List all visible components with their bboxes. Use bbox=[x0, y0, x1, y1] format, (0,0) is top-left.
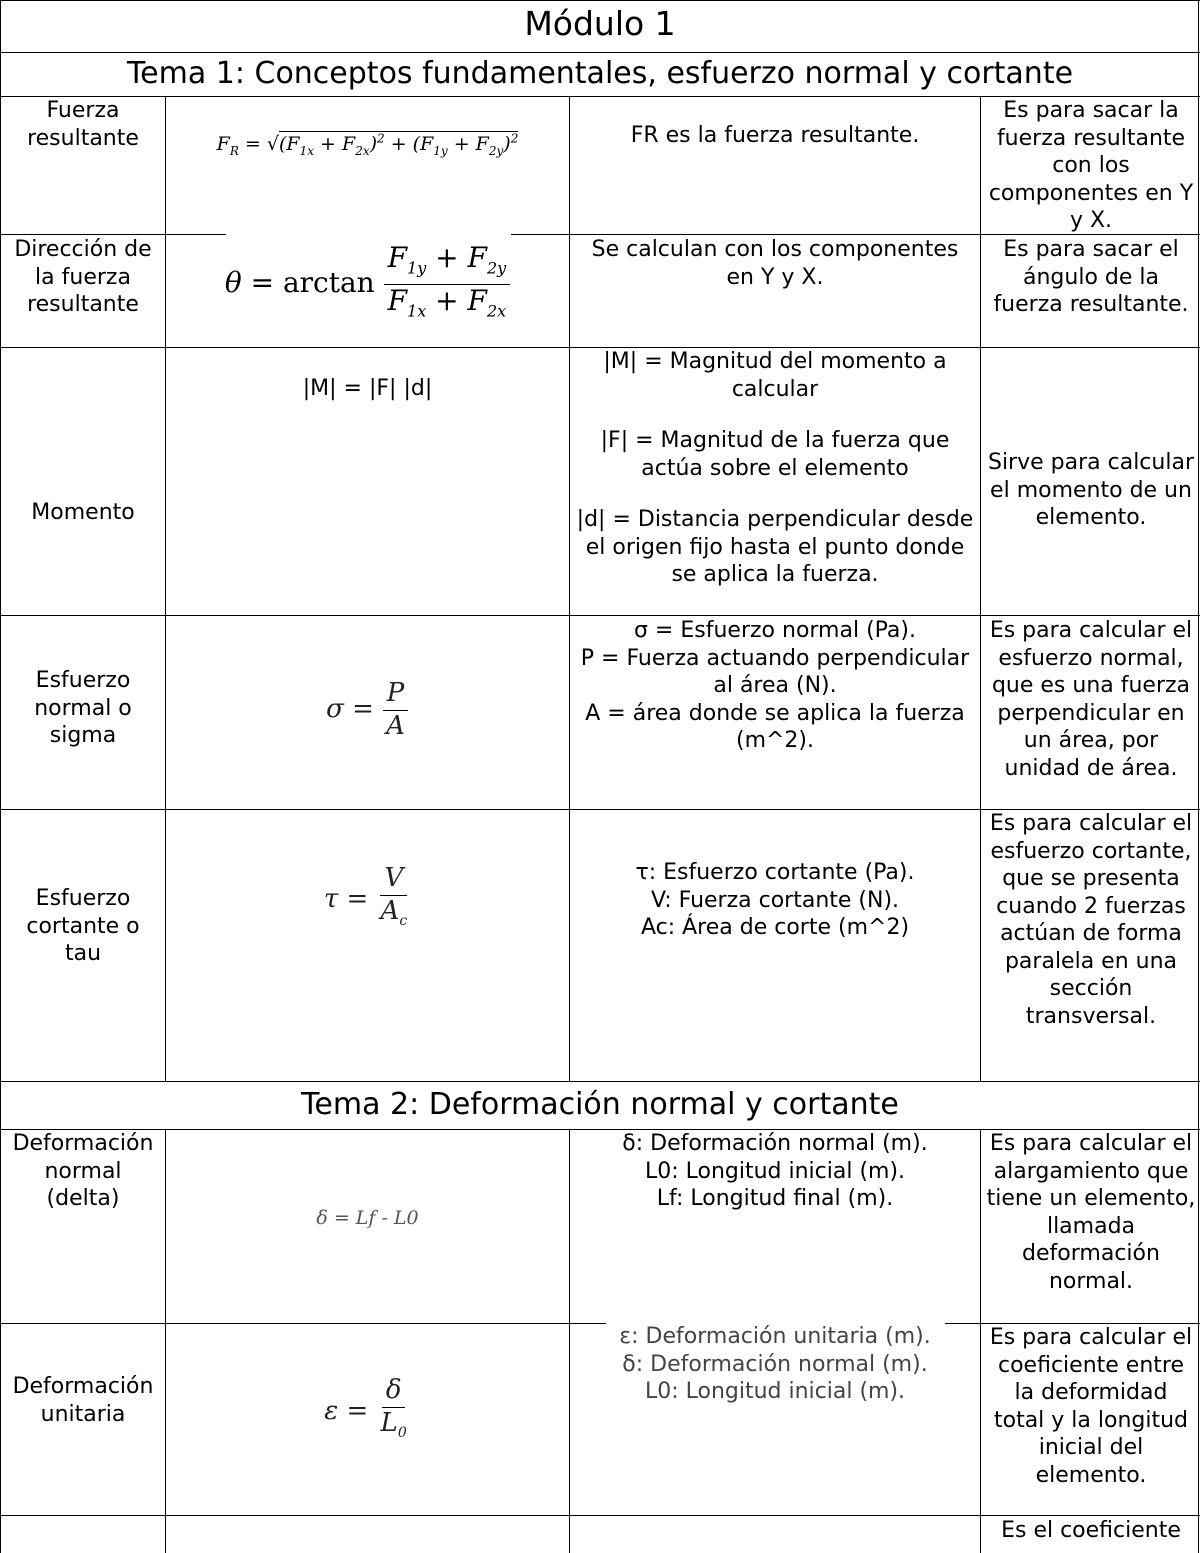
concept-cell: Deformación unitaria bbox=[12, 1374, 154, 1427]
variable-definition: Lf: Longitud final (m). bbox=[656, 1186, 894, 1211]
formula-cell bbox=[166, 375, 569, 403]
formula-cell bbox=[166, 865, 569, 935]
rule bbox=[0, 615, 1200, 616]
rule bbox=[0, 0, 1200, 1]
variables-cell: Se calculan con los componentes en Y y X. bbox=[591, 237, 959, 290]
concept-cell: Esfuerzo cortante o tau bbox=[26, 886, 140, 966]
variable-definition: δ: Deformación normal (m). bbox=[622, 1131, 928, 1156]
use-cell: Es para calcular el coeficiente entre la deformidad total y la longitud inicial del elemento. bbox=[989, 1325, 1193, 1488]
page-title: Módulo 1 bbox=[524, 4, 676, 43]
shear-stress-formula: τ = $\frac{V}{A_c}$ bbox=[323, 863, 408, 929]
use-cell: Es el coeficiente bbox=[1001, 1518, 1181, 1543]
variable-definition: ε: Deformación unitaria (m). bbox=[619, 1324, 931, 1349]
normal-stress-formula: σ = $\frac{P}{A}$ bbox=[326, 694, 409, 724]
variables-cell bbox=[571, 1130, 979, 1213]
rule bbox=[980, 1129, 981, 1553]
formula-cell bbox=[166, 1377, 569, 1447]
use-cell: Es para calcular el alargamiento que tiene un elemento, llamada deformación normal. bbox=[986, 1131, 1196, 1294]
variable-definition: Ac: Área de corte (m^2) bbox=[640, 915, 910, 940]
rule bbox=[0, 0, 1, 1553]
variables-cell bbox=[571, 1323, 979, 1406]
use-cell: Sirve para calcular el momento de un elemento. bbox=[987, 450, 1194, 530]
direction-formula: θ = arctan $\frac{F_{1y} + F_{2y}}{F_{1x} + F_{2x}}$ bbox=[225, 266, 510, 299]
formula-cell bbox=[166, 680, 569, 740]
variable-definition: |M| = Magnitud del momento a calcular bbox=[603, 349, 947, 402]
formula-cell bbox=[166, 126, 569, 166]
rule bbox=[0, 1323, 606, 1324]
concept-cell: Momento bbox=[31, 500, 135, 525]
variables-cell: FR es la fuerza resultante. bbox=[630, 123, 920, 148]
use-cell: Es para calcular el esfuerzo normal, que es una fuerza perpendicular en un área, por unidad de área. bbox=[989, 618, 1193, 781]
normal-strain-formula: δ = Lf - L0 bbox=[316, 1207, 419, 1229]
rule bbox=[569, 1129, 570, 1553]
concept-cell: Fuerza resultante bbox=[27, 98, 139, 151]
variable-definition: P = Fuerza actuando perpendicular al área (N). bbox=[580, 645, 970, 698]
variables-cell bbox=[571, 348, 979, 589]
formula-cell bbox=[166, 241, 569, 325]
variable-definition: V: Fuerza cortante (N). bbox=[650, 887, 900, 913]
moment-formula: |M| = |F| |d| bbox=[302, 376, 433, 401]
rule bbox=[165, 1129, 166, 1553]
variable-definition: A = área donde se aplica la fuerza (m^2). bbox=[585, 700, 965, 753]
concept-cell: Deformación normal (delta) bbox=[12, 1131, 154, 1211]
rule bbox=[0, 234, 226, 235]
rule bbox=[0, 1515, 1200, 1516]
use-cell: Es para sacar la fuerza resultante con los componentes en Y y X. bbox=[988, 98, 1194, 233]
formula-cell bbox=[166, 1204, 569, 1233]
variable-definition: τ: Esfuerzo cortante (Pa). bbox=[635, 860, 915, 885]
use-cell: Es para calcular el esfuerzo cortante, que se presenta cuando 2 fuerzas actúan de forma paralela en una sección transversal. bbox=[989, 811, 1193, 1029]
variables-cell bbox=[571, 859, 979, 942]
rule bbox=[980, 96, 981, 1081]
use-cell: Es para sacar el ángulo de la fuerza resultante. bbox=[993, 237, 1189, 317]
unit-strain-formula: ε = $\frac{\delta}{L_0}$ bbox=[324, 1375, 407, 1441]
section-heading-tema-1: Tema 1: Conceptos fundamentales, esfuerzo normal y cortante bbox=[126, 56, 1074, 91]
resultant-force-formula: $F_R = √(F_{1x} + F_{2x})^2 + (F_{1y} + F_{2y})^2$ bbox=[216, 132, 519, 159]
variable-definition: σ = Esfuerzo normal (Pa). bbox=[634, 618, 916, 643]
variables-cell bbox=[571, 617, 979, 755]
section-heading-tema-2: Tema 2: Deformación normal y cortante bbox=[301, 1087, 899, 1122]
variable-definition: |F| = Magnitud de la fuerza que actúa sobre el elemento bbox=[600, 428, 950, 481]
variable-definition: δ: Deformación normal (m). bbox=[622, 1351, 928, 1377]
concept-cell: Esfuerzo normal o sigma bbox=[34, 668, 132, 748]
rule bbox=[569, 96, 570, 1081]
variable-definition: L0: Longitud inicial (m). bbox=[644, 1379, 906, 1404]
variable-definition: L0: Longitud inicial (m). bbox=[644, 1158, 906, 1184]
concept-cell: Dirección de la fuerza resultante bbox=[14, 237, 152, 317]
variable-definition: |d| = Distancia perpendicular desde el origen fijo hasta el punto donde se aplica la fuerza. bbox=[576, 507, 974, 587]
